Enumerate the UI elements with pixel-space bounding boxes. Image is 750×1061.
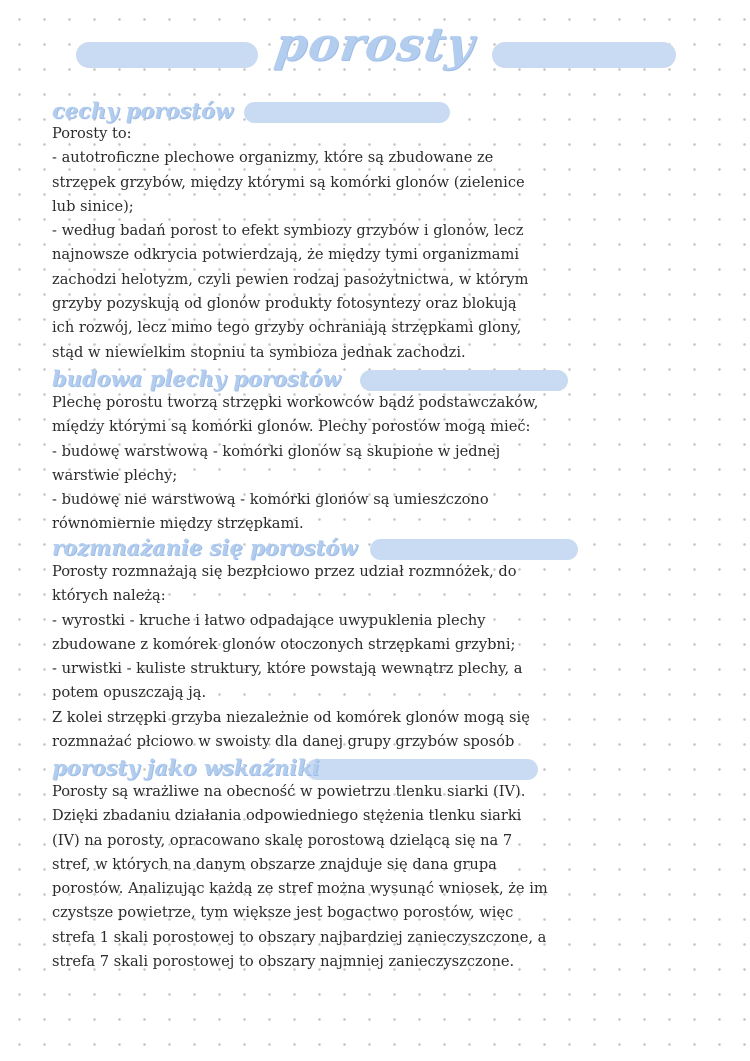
text-line: - według badań porost to efekt symbiozy grzybów i glonów, lecz xyxy=(52,222,524,240)
heading-decoration-3 xyxy=(370,539,578,560)
section-body-wskazniki xyxy=(52,780,592,974)
text-line: których należą: xyxy=(52,587,166,605)
title-decoration-right xyxy=(492,42,676,68)
text-line: ich rozwój, lecz mimo tego grzyby ochraniają strzępkami glony, xyxy=(52,319,522,337)
section-body-cechy xyxy=(52,122,592,365)
text-line: warstwie plechy; xyxy=(52,466,178,484)
text-line: stref, w których na danym obszarze znajduje się dana grupa xyxy=(52,855,497,873)
text-line: Plechę porostu tworzą strzępki workowców bądź podstawczaków, xyxy=(52,394,539,411)
text-line: - urwistki - kuliste struktury, które powstają wewnątrz plechy, a xyxy=(52,660,523,678)
section-heading-budowa: budowa plechy porostów xyxy=(52,366,341,391)
text-line: czystsze powietrze, tym większe jest bogactwo porostów, więc xyxy=(52,904,514,922)
heading-decoration-2 xyxy=(360,370,568,391)
text-line: Porosty rozmnażają się bezpłciowo przez udział rozmnóżek, do xyxy=(52,563,517,580)
text-line: strzępek grzybów, między którymi są komórki glonów (zielenice xyxy=(52,173,525,191)
text-line: Porosty to: xyxy=(52,125,132,142)
text-line: - wyrostki - kruche i łatwo odpadające uwypuklenia plechy xyxy=(52,611,486,629)
text-line: strefa 7 skali porostowej to obszary najmniej zanieczyszczone. xyxy=(52,953,515,971)
page-title: porosty xyxy=(271,17,479,71)
text-line: zbudowane z komórek glonów otoczonych strzępkami grzybni; xyxy=(52,635,516,653)
text-line: (IV) na porosty, opracowano skalę porostową dzielącą się na 7 xyxy=(52,831,513,849)
text-line: Porosty są wrażliwe na obecność w powietrzu tlenku siarki (IV). xyxy=(52,783,526,800)
text-line: porostów. Analizując każdą ze stref można wysunąć wniosek, że im xyxy=(52,880,548,898)
section-heading-wskazniki: porosty jako wskaźniki xyxy=(52,755,320,780)
section-body-budowa xyxy=(52,391,592,537)
heading-decoration-1 xyxy=(244,102,450,123)
text-line: Dzięki zbadaniu działania odpowiedniego stężenia tlenku siarki xyxy=(52,807,522,825)
heading-decoration-4 xyxy=(306,759,538,780)
text-line: lub sinice); xyxy=(52,197,134,215)
text-line: - budowę warstwową - komórki glonów są skupione w jednej xyxy=(52,442,501,460)
text-line: najnowsze odkrycia potwierdzają, że między tymi organizmami xyxy=(52,246,520,264)
section-heading-rozmnazanie: rozmnażanie się porostów xyxy=(52,535,358,560)
text-line: stąd w niewielkim stopniu ta symbioza jednak zachodzi. xyxy=(52,343,466,361)
text-line: między którymi są komórki glonów. Plechy porostów mogą mieć: xyxy=(52,418,531,436)
text-line: grzyby pozyskują od glonów produkty fotosyntezy oraz blokują xyxy=(52,295,517,313)
text-line: Z kolei strzępki grzyba niezależnie od komórek glonów mogą się xyxy=(52,708,530,726)
text-line: - autotroficzne plechowe organizmy, które są zbudowane ze xyxy=(52,149,494,167)
text-line: strefa 1 skali porostowej to obszary najbardziej zanieczyszczone, a xyxy=(52,928,547,946)
text-line: rozmnażać płciowo w swoisty dla danej grupy grzybów sposób xyxy=(52,733,515,751)
section-body-rozmnazanie xyxy=(52,560,592,754)
text-line: zachodzi helotyzm, czyli pewien rodzaj pasożytnictwa, w którym xyxy=(52,270,529,288)
text-line: - budowę nie warstwową - komórki glonów są umieszczono xyxy=(52,491,489,509)
text-line: równomiernie między strzępkami. xyxy=(52,515,304,533)
title-decoration-left xyxy=(76,42,258,68)
section-heading-cechy: cechy porostów xyxy=(52,98,234,123)
text-line: potem opuszczają ją. xyxy=(52,684,207,702)
